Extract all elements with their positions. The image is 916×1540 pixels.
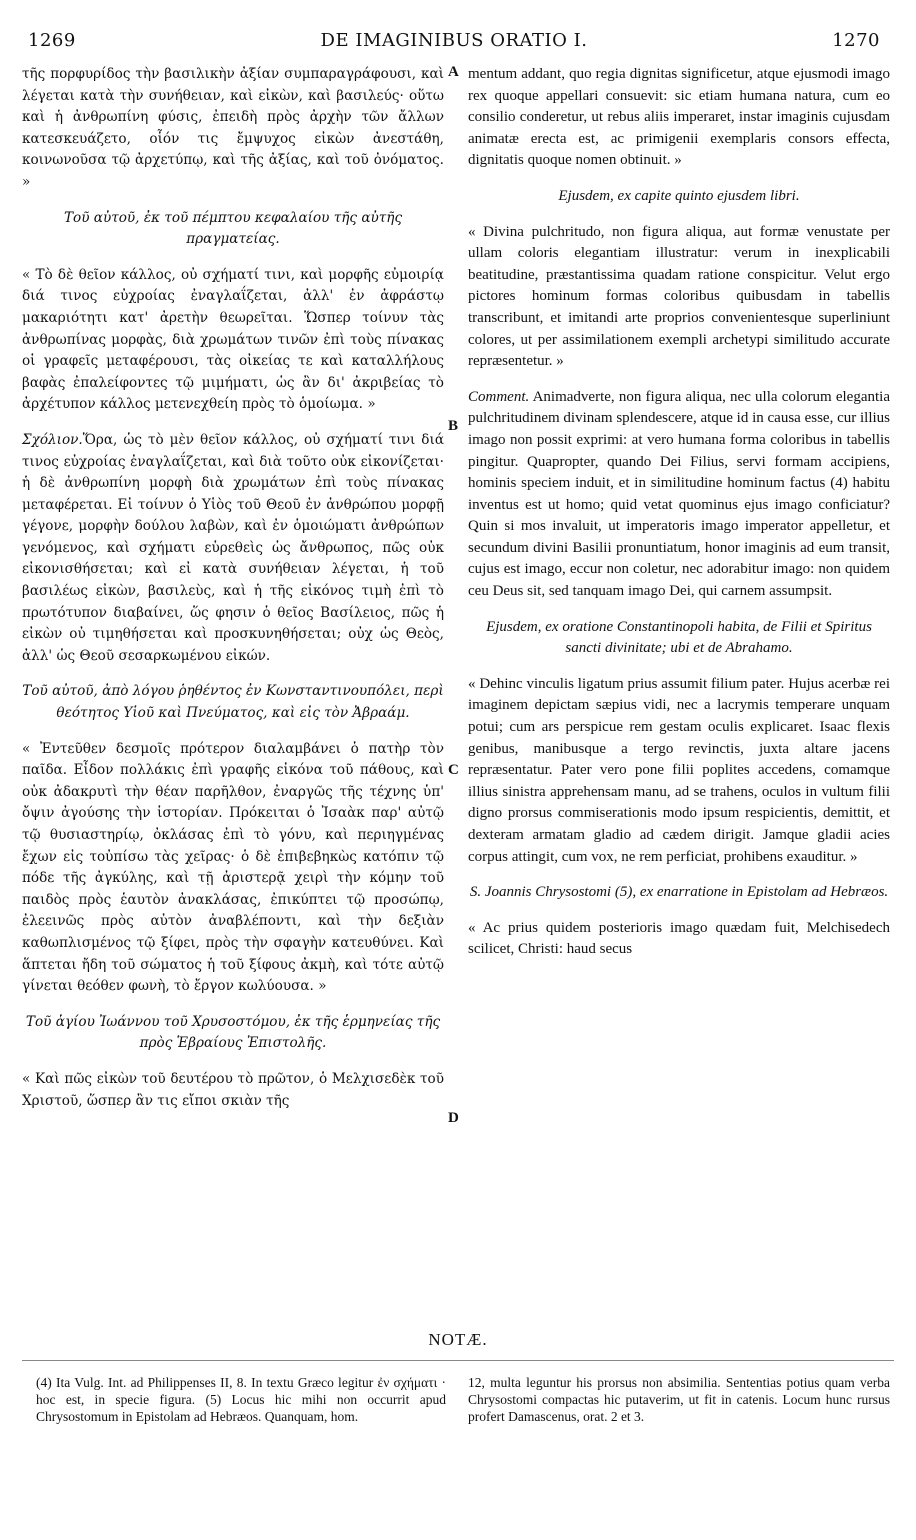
page-header <box>28 30 880 54</box>
margin-marker-a: A <box>448 64 459 80</box>
greek-heading-2: Τοῦ αὐτοῦ, ἐκ τοῦ πέμπτου κεφαλαίου τῆς αὐτῆς πραγματείας. <box>63 209 403 248</box>
page-number-right: 1270 <box>832 30 880 51</box>
notes-title: NOTÆ. <box>428 1330 488 1349</box>
latin-paragraph-5: « Ac prius quidem posterioris imago quædam fuit, Melchisedech scilicet, Christi: haud secus <box>468 919 890 958</box>
latin-paragraph-4: « Dehinc vinculis ligatum prius assumit filium pater. Hujus acerbæ rei imaginem depictam sæpius vidi, nec a lacrymis temperare unquam potui; cum ars perspicue rem gestam oculis explicaret. Isaac flexis genibus, manibusque a tergo revinctis, juxta altare jacens repræsentatur. Pater vero pone filii poplites accedens, comamque illius sinistra apprehensam manu, ad se trahens, oculos in vultum filii digno prorsus commiserationis modo ipsum respicientis, demittit, et dexteram armatam gladio ad cædem dirigit. Jamque gladii acies corpus attingit, cum vox, ne rem perficiat, prohibens exauditur. » <box>468 675 890 865</box>
running-title: DE IMAGINIBUS ORATIO I. <box>320 30 588 51</box>
margin-marker-d: D <box>448 1110 459 1126</box>
scholion-label: Σχόλιον. <box>22 431 83 448</box>
notes-divider <box>22 1360 894 1361</box>
page-number-left: 1269 <box>28 30 76 51</box>
scholion-text: Ὅρα, ὡς τὸ μὲν θεῖον κάλλος, οὐ σχήματί τινι διά τινος εὐχροίας ἐναγλαΐζεται, καὶ διὰ τοῦτο οὐκ εἰκονίζεται· ἡ δὲ ἀνθρωπίνη μορφὴ διὰ χρωμάτων ἐπὶ τοὺς πίνακας μεταφέρεται. Εἰ τοίνυν ὁ Υἱὸς τοῦ Θεοῦ ἐν ἀνθρώπου μορφῇ γέγονε, μορφὴν δούλου λαβὼν, καὶ ἐν ὁμοιώματι ἀνθρώπων γενόμενος, καὶ σχήματι εὑρεθεὶς ὡς ἄνθρωπος, πῶς οὐκ εἰκονισθήσεται; καὶ εἰ κατὰ συνήθειαν λέγεται, ἡ τοῦ βασιλέως εἰκὼν, βασιλεὺς, καὶ ἡ τῆς εἰκόνος τιμὴ ἐπὶ τὸ πρωτότυπον διαβαίνει, ὥς φησιν ὁ θεῖος Βασίλειος, πῶς ἡ εἰκὼν οὐ τιμηθήσεται καὶ προσκυνηθήσεται; οὐχ ὡς Θεὸς, ἀλλ' ὡς Θεοῦ σεσαρκωμένου εἰκών. <box>22 431 444 664</box>
greek-paragraph-4: « Ἐντεῦθεν δεσμοῖς πρότερον διαλαμβάνει ὁ πατὴρ τὸν παῖδα. Εἶδον πολλάκις ἐπὶ γραφῆς εἰκόνα τοῦ πάθους, καὶ οὐκ ἀδακρυτὶ τὴν θέαν παρῆλθον, ἐναργῶς τῆς τέχνης ὑπ' ὄψιν ἀγούσης τὴν ἱστορίαν. Πρόκειται ὁ Ἰσαὰκ παρ' αὐτῷ τῷ θυσιαστηρίῳ, ὀκλάσας ἐπὶ τὸ γόνυ, καὶ περιηγμένας ἔχων εἰς τοὐπίσω τὰς χεῖρας· ὁ δὲ ἐπιβεβηκὼς κατόπιν τῷ πόδε τῆς ἀγκύλης, καὶ τῇ ἀριστερᾷ χειρὶ τὴν κόμην τοῦ παιδὸς πρὸς ἑαυτὸν ἀνακλάσας, ἐπικύπτει τῷ προσώπῳ, ἐλεεινῶς πρὸς αὐτὸν ἀναβλέποντι, καὶ τὴν δεξιὰν καθωπλισμένος τῷ ξίφει, πρὸς τὴν σφαγὴν κατευθύνει. Καὶ ἅπτεται ἤδη τοῦ σώματος ἡ τοῦ ξίφους ἀκμὴ, καὶ τότε αὐτῷ γίνεται θεόθεν φωνὴ, τὸ ἔργον κωλύουσα. » <box>22 740 444 995</box>
notes-right <box>468 1374 890 1425</box>
greek-paragraph-5: « Καὶ πῶς εἰκὼν τοῦ δευτέρου τὸ πρῶτον, ὁ Μελχισεδὲκ τοῦ Χριστοῦ, ὥσπερ ἂν τις εἴποι σκιὰν τῆς <box>22 1070 444 1109</box>
latin-paragraph-2: « Divina pulchritudo, non figura aliqua, aut formæ venustate per ullam coloris elegantiam illustratur: verum in inexplicabili beatitudine, præstantissima quadam ratione conspicitur. Velut ergo pictores hominum formas coloribus quibusdam in tabellis transcribunt, et imitandi arte proprios convenientesque superliniunt colores, ut per assimilationem exempli archetypi similitudo accurate repræsentetur. » <box>468 223 890 370</box>
greek-scholion <box>22 430 444 668</box>
greek-heading-5: Τοῦ ἁγίου Ἰωάννου τοῦ Χρυσοστόμου, ἐκ τῆς ἑρμηνείας τῆς πρὸς Ἑβραίους Ἐπιστολῆς. <box>25 1013 441 1052</box>
latin-heading-5: S. Joannis Chrysostomi (5), ex enarratione in Epistolam ad Hebræos. <box>469 884 889 901</box>
latin-paragraph-1: mentum addant, quo regia dignitas significetur, atque ejusmodi imago rex quoque appellari consuevit: sic etiam humana natura, cum eo consilio conderetur, ut rebus aliis imperaret, instar imaginis cujusdam animatæ erecta est, ac primigenii exemplaris consors effecta, dignitatis quoque nomen obtinuit. » <box>468 66 890 169</box>
comment-text: Animadverte, non figura aliqua, nec ulla colorum elegantia pulchritudinem divinam splendescere, atque id in causa esse, cur illius imago non possit exprimi: at vero humana forma coloribus in tabellis pingitur. Quapropter, quando Dei Filius, servi formam accipiens, hominis speciem induit, et in similitudine hominum factus (4) habitu inventus est ut homo; quid vetat quominus ejus imago conficiatur? Quin si mos invaluit, ut imperatoris imago imperator appelletur, et secundum divini Basilii pronuntiatum, honor imaginis ad eum transit, cujus est imago, eccur non coletur, nec adorabitur imago: non quidem ceu Deus sit, sed tanquam imago Dei, qui carnem assumpsit. <box>468 388 890 600</box>
footnote-text-left: (4) Ita Vulg. Int. ad Philippenses II, 8. In textu Græco legitur ἐν σχήματι · hoc est, in specie figura. (5) Locus hic mihi non occurrit apud Chrysostomum in Epistolam ad Hebræos. Quanquam, hom. <box>36 1375 446 1424</box>
comment-label: Comment. <box>468 388 530 405</box>
greek-paragraph-1: τῆς πορφυρίδος τὴν βασιλικὴν ἀξίαν συμπαραγράφουσι, καὶ λέγεται κατὰ τὴν συνήθειαν, καὶ εἰκὼν, καὶ βασιλεύς· οὕτω καὶ ἡ ἀνθρωπίνη φύσις, ἐπειδὴ πρὸς ἀρχὴν τῶν ἄλλων κατεσκευάζετο, οἷόν τις ἔμψυχος εἰκὼν ἀνεστάθη, κοινωνοῦσα τῷ ἀρχετύπῳ, καὶ τῆς ἀξίας, καὶ τοῦ ὀνόματος. » <box>22 66 444 190</box>
footnote-text-right: 12, multa leguntur his prorsus non absimilia. Sententias potius quam verba Chrysostomi compactas hic putaverim, ut fit in catenis. Locum hunc rursus profert Damascenus, orat. 2 et 3. <box>468 1375 890 1424</box>
greek-paragraph-2: « Τὸ δὲ θεῖον κάλλος, οὐ σχήματί τινι, καὶ μορφῆς εὐμοιρίᾳ διά τινος εὐχροίας ἐναγλαΐζεται, ἀλλ' ἐν ἀφράστῳ μακαριότητι κατ' ἀρετὴν θεωρεῖται. Ὥσπερ τοίνυν τὰς ἀνθρωπίνας μορφὰς, διὰ χρωμάτων τινῶν ἐπὶ τοὺς πίνακας οἱ γραφεῖς μεταφέρουσι, τὰς οἰκείας τε καὶ καταλλήλους βαφὰς ἐπαλείφοντες τῷ μιμήματι, ὡς ἂν δι' ἀκριβείας τὸ ἀρχέτυπον κάλλος μετενεχθείη πρὸς τὸ ὁμοίωμα. » <box>22 266 444 413</box>
notes-left <box>36 1374 446 1425</box>
greek-column <box>22 64 444 1126</box>
latin-heading-2: Ejusdem, ex capite quinto ejusdem libri. <box>558 187 800 204</box>
latin-column <box>468 64 890 975</box>
greek-heading-4: Τοῦ αὐτοῦ, ἀπὸ λόγου ῥηθέντος ἐν Κωνσταντινουπόλει, περὶ θεότητος Υἱοῦ καὶ Πνεύματος, καὶ εἰς τὸν Ἀβραάμ. <box>22 683 444 722</box>
margin-marker-c: C <box>448 762 459 778</box>
latin-comment <box>468 387 890 603</box>
margin-marker-b: B <box>448 418 459 434</box>
latin-heading-4: Ejusdem, ex oratione Constantinopoli habita, de Filii et Spiritus sancti divinitate; ubi et de Abrahamo. <box>486 618 872 657</box>
